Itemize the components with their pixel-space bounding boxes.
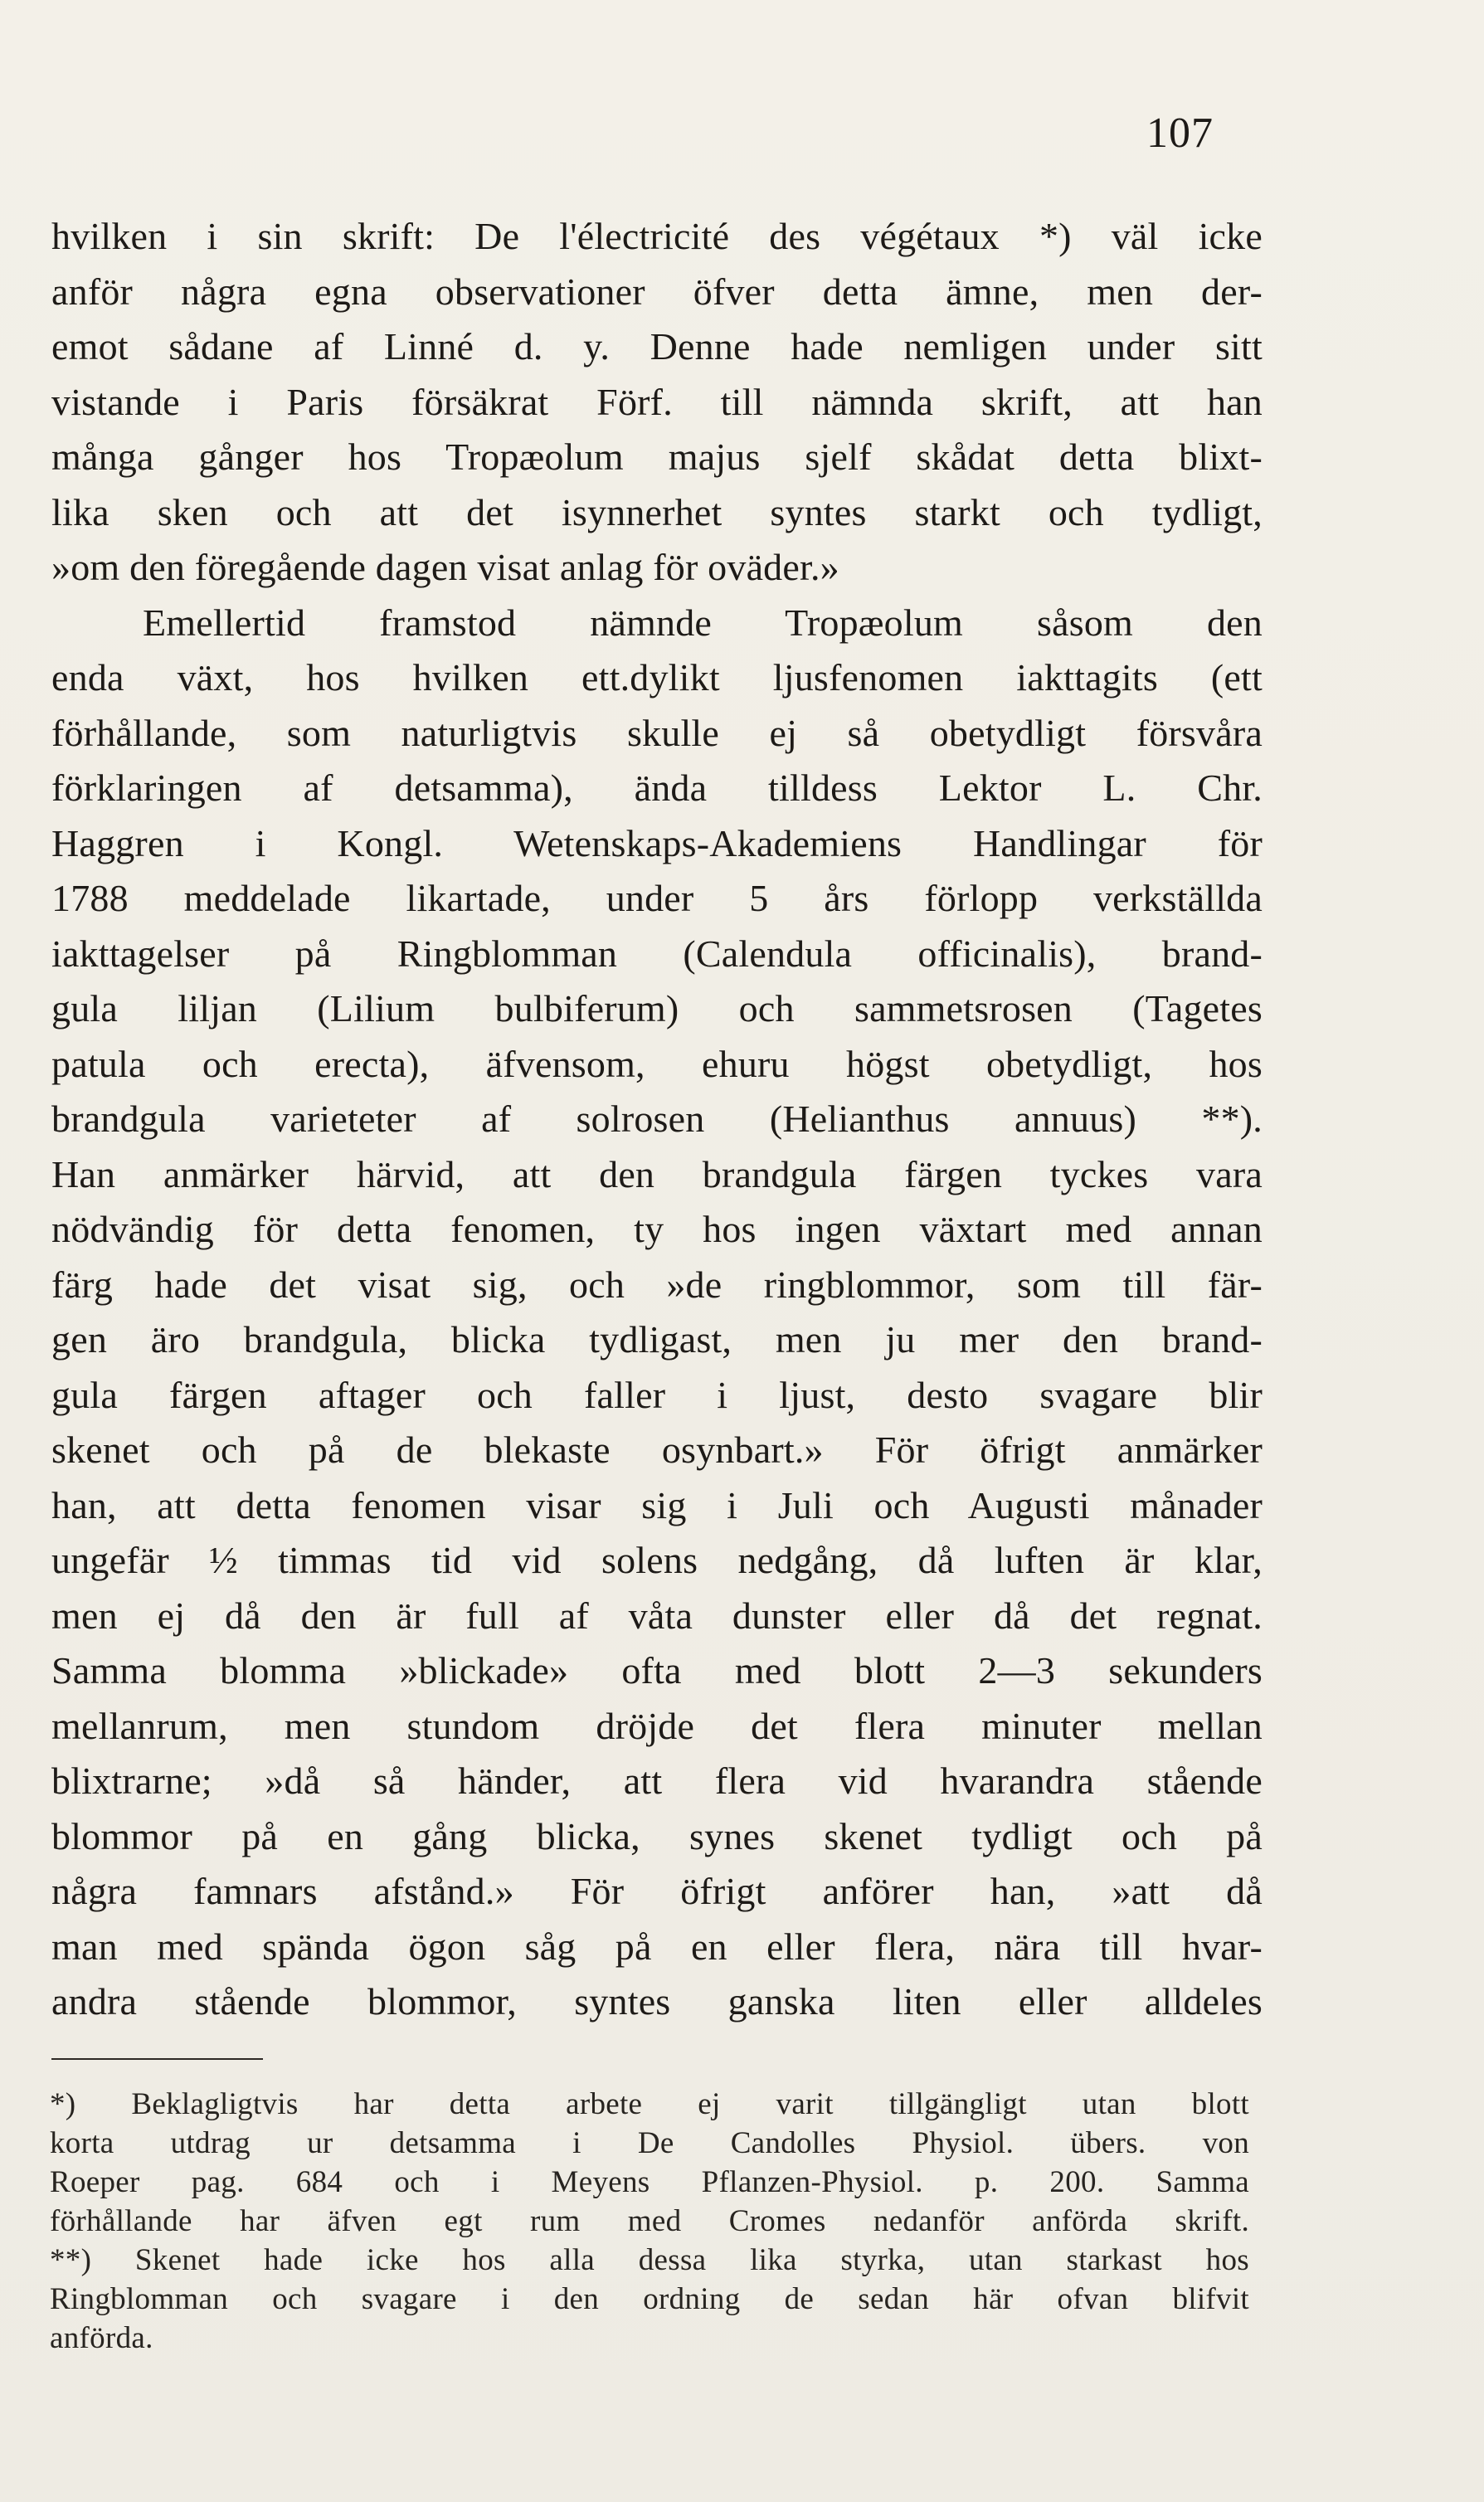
- body-line: många gånger hos Tropæolum majus sjelf skådat detta blixt-: [51, 436, 1263, 478]
- body-line: färg hade det visat sig, och »de ringblommor, som till fär-: [51, 1263, 1263, 1306]
- body-line: enda växt, hos hvilken ett.dylikt ljusfenomen iakttagits (ett: [51, 656, 1263, 699]
- footnote-line: *) Beklagligtvis har detta arbete ej varit tillgängligt utan blott: [50, 2087, 1249, 2121]
- footnote-line: Ringblomman och svagare i den ordning de sedan här ofvan blifvit: [50, 2282, 1249, 2316]
- footnote-line: förhållande har äfven egt rum med Cromes nedanför anförda skrift.: [50, 2204, 1249, 2238]
- body-line: Samma blomma »blickade» ofta med blott 2—3 sekunders: [51, 1649, 1263, 1692]
- body-line: 1788 meddelade likartade, under 5 års förlopp verkställda: [51, 877, 1263, 919]
- footnotes-block: [50, 2085, 1249, 2358]
- body-line: gula färgen aftager och faller i ljust, desto svagare blir: [51, 1373, 1263, 1416]
- body-line: Haggren i Kongl. Wetenskaps-Akademiens Handlingar för: [51, 821, 1263, 864]
- body-line: skenet och på de blekaste osynbart.» För öfrigt anmärker: [51, 1429, 1263, 1471]
- body-line: några famnars afstånd.» För öfrigt anförer han, »att då: [51, 1870, 1263, 1912]
- body-line: lika sken och att det isynnerhet syntes starkt och tydligt,: [51, 490, 1263, 533]
- body-line: men ej då den är full af våta dunster eller då det regnat.: [51, 1594, 1263, 1637]
- body-line: iakttagelser på Ringblomman (Calendula officinalis), brand-: [51, 932, 1263, 975]
- body-line: Emellertid framstod nämnde Tropæolum såsom den: [143, 601, 1263, 644]
- body-line: emot sådane af Linné d. y. Denne hade nemligen under sitt: [51, 325, 1263, 368]
- body-line: nödvändig för detta fenomen, ty hos ingen växtart med annan: [51, 1208, 1263, 1250]
- page-number: 107: [1146, 110, 1214, 157]
- body-line: man med spända ögon såg på en eller flera, nära till hvar-: [51, 1925, 1263, 1968]
- body-line: vistande i Paris försäkrat Förf. till nämnda skrift, att han: [51, 380, 1263, 423]
- body-line: anför några egna observationer öfver detta ämne, men der-: [51, 270, 1263, 313]
- footnote-line: korta utdrag ur detsamma i De Candolles Physiol. übers. von: [50, 2126, 1249, 2160]
- body-line: mellanrum, men stundom dröjde det flera minuter mellan: [51, 1704, 1263, 1747]
- body-line: Han anmärker härvid, att den brandgula färgen tyckes vara: [51, 1152, 1263, 1195]
- main-text-block: [51, 209, 1263, 2030]
- footnote-divider: [51, 2058, 263, 2060]
- body-line: »om den föregående dagen visat anlag för oväder.»: [51, 546, 839, 588]
- body-line: brandgula varieteter af solrosen (Helianthus annuus) **).: [51, 1098, 1263, 1140]
- body-line: patula och erecta), äfvensom, ehuru högst obetydligt, hos: [51, 1042, 1263, 1085]
- body-line: blixtrarne; »då så händer, att flera vid hvarandra stående: [51, 1760, 1263, 1802]
- body-line: hvilken i sin skrift: De l'électricité des végétaux *) väl icke: [51, 215, 1263, 257]
- footnote-line: **) Skenet hade icke hos alla dessa lika styrka, utan starkast hos: [50, 2243, 1249, 2277]
- body-line: förhållande, som naturligtvis skulle ej så obetydligt försvåra: [51, 711, 1263, 754]
- body-line: förklaringen af detsamma), ända tilldess Lektor L. Chr.: [51, 767, 1263, 809]
- footnote-line: Roeper pag. 684 och i Meyens Pflanzen-Physiol. p. 200. Samma: [50, 2165, 1249, 2199]
- body-line: blommor på en gång blicka, synes skenet tydligt och på: [51, 1814, 1263, 1857]
- body-line: han, att detta fenomen visar sig i Juli och Augusti månader: [51, 1483, 1263, 1526]
- body-line: gula liljan (Lilium bulbiferum) och sammetsrosen (Tagetes: [51, 987, 1263, 1030]
- footnote-line: anförda.: [50, 2321, 153, 2355]
- body-line: ungefär ½ timmas tid vid solens nedgång, då luften är klar,: [51, 1539, 1263, 1581]
- body-line: gen äro brandgula, blicka tydligast, men ju mer den brand-: [51, 1318, 1263, 1361]
- body-line: andra stående blommor, syntes ganska liten eller alldeles: [51, 1980, 1263, 2023]
